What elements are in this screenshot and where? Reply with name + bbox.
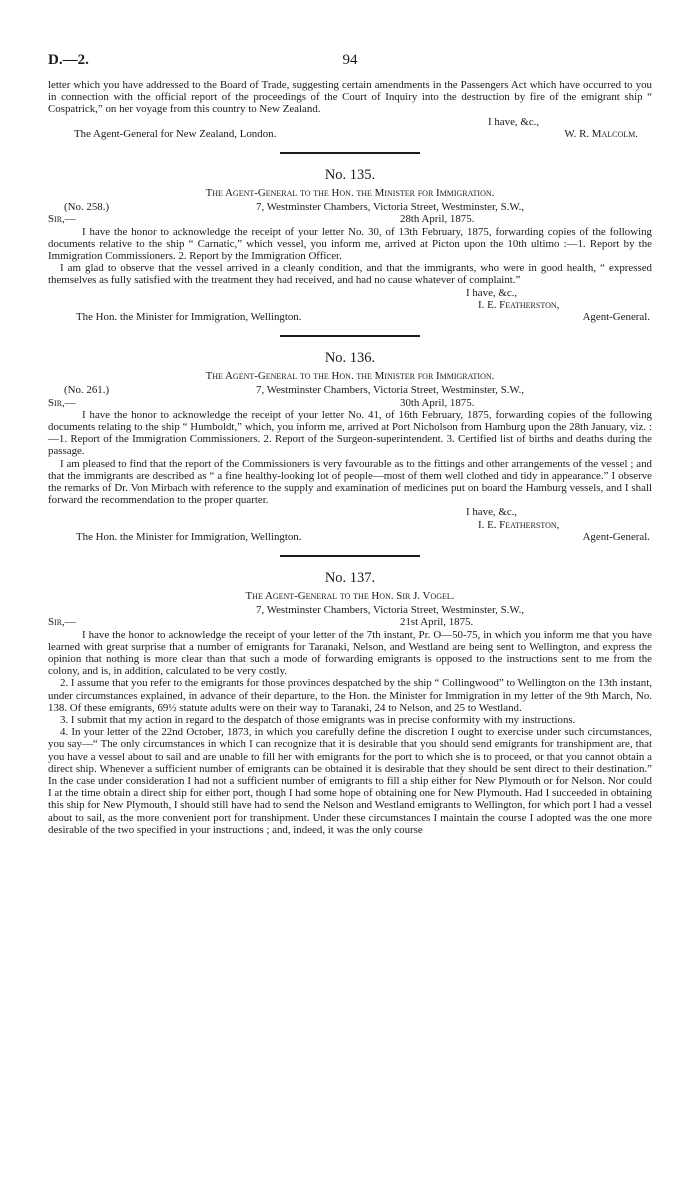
letter-salutation: Sir,— [48, 213, 76, 226]
letter-paragraph: 2. I assume that you refer to the emigrants for those provinces despatched by the ship “ Collingwood” to Wellington on the 13th instant, under circumstances explained, in advance of their departure, to the Hon. the Minister for Immigration in my letter of the 9th March, No. 138. Of these emigrants, 69½ statute adults were on their way to Taranaki, 24 to Nelson, and 25 to Westland. [48, 677, 652, 714]
letter-role: Agent-General. [582, 311, 650, 324]
intro-signature-row [48, 128, 652, 140]
letter-closing: I have, &c., [466, 286, 518, 299]
letter-from-to: The Agent-General to the Hon. the Minister for Immigration. [205, 187, 495, 200]
section-divider [280, 335, 420, 337]
letter-signature: I. E. Featherston, [478, 298, 560, 311]
letter-paragraph: I have the honor to acknowledge the receipt of your letter No. 30, of 13th February, 1875, forwarding copies of the following documents relative to the ship “ Carnatic,” which vessel, you inform me, arrived at Picton upon the 10th ultimo :—1. Report by the Immigration Commissioners. 2. Report by the Immigration Officer. [48, 225, 652, 262]
letter-ref: (No. 258.) [64, 201, 110, 214]
letter-135 [48, 167, 652, 323]
letter-paragraph: I have the honor to acknowledge the receipt of your letter No. 41, of 16th February, 1875, forwarding copies of the following documents relating to the ship “ Humboldt,” which, you inform me, arrived at Port Nicholson from Hamburg upon the 28th January, viz. :—1. Report of the Immigration Commissioners. 2. Report of the Surgeon-superintendent. 3. Certified list of births and deaths during the passage. [48, 408, 652, 458]
letter-address: 7, Westminster Chambers, Victoria Street, Westminster, S.W., [256, 604, 525, 617]
letter-136 [48, 350, 652, 543]
letter-paragraph: 3. I submit that my action in regard to the despatch of those emigrants was in precise conformity with my instructions. [60, 714, 576, 727]
section-divider [280, 152, 420, 154]
letter-date: 28th April, 1875. [400, 213, 475, 226]
letter-salutation: Sir,— [48, 396, 76, 409]
page-header [48, 52, 652, 72]
intro-closing: I have, &c., [488, 115, 540, 128]
letter-paragraph: I have the honor to acknowledge the receipt of your letter of the 7th instant, Pr. O—50-75, in which you inform me that you have learned with great surprise that a number of emigrants for Taranaki, Nelson, and Westland are being sent to Wellington, and express the opinion that nothing is more clear than that such a mode of forwarding emigrants is opposed to the instructions sent to me from the colony, and is, in addition, calculated to be very costly. [48, 628, 652, 678]
intro-addressee: The Agent-General for New Zealand, London. [74, 127, 277, 140]
letter-role: Agent-General. [582, 530, 650, 543]
letter-title: No. 137. [324, 570, 376, 587]
intro-signature: W. R. Malcolm. [564, 127, 638, 140]
letter-address: 7, Westminster Chambers, Victoria Street, Westminster, S.W., [256, 201, 525, 214]
letter-ref: (No. 261.) [64, 384, 110, 397]
letter-title: No. 135. [324, 167, 376, 184]
letter-signature: I. E. Featherston, [478, 518, 560, 531]
letter-from-to: The Agent-General to the Hon. Sir J. Vogel. [245, 590, 455, 603]
letter-137 [48, 570, 652, 836]
letter-title: No. 136. [324, 350, 376, 367]
letter-paragraph: 4. In your letter of the 22nd October, 1873, in which you carefully define the discretion I ought to exercise under such circumstances, you say—“ The only circumstances in which I can recognize that it is desirable that you should send emigrants for transhipment are, that you have a vessel about to sail and are unable to fill her with emigrants for the port to which she is to proceed, or that you cannot obtain a direct ship. Whenever a sufficient number of emigrants can be obtained it is desirable that they should be sent direct to their destination.” In the case under consideration I had not a sufficient number of emigrants to fill a ship either for New Plymouth or for Nelson. Nor could I at the time obtain a direct ship for either port, though I had some hope of obtaining one for New Plymouth. Had I succeeded in obtaining this ship for New Plymouth, I should still have had to send the Nelson and Westland emigrants to Wellington, for which port I had a vessel about to sail, as the more convenient port for transhipment. Under these circumstances I maintain the course I adopted was the one more desirable of the two specified in your instructions ; and, indeed, it was the only course [48, 726, 652, 836]
letter-address: 7, Westminster Chambers, Victoria Street, Westminster, S.W., [256, 384, 525, 397]
letter-date: 21st April, 1875. [400, 616, 474, 629]
letter-paragraph: I am pleased to find that the report of the Commissioners is very favourable as to the fittings and other arrangements of the vessel ; and that the immigrants are described as “ a fine healthy-looking lot of people—most of them well clothed and tidy in appearance.” I observe the remarks of Dr. Von Mirbach with reference to the supply and examination of medicines put on board the Hamburg vessels, and I shall forward the recommendation to the proper quarter. [48, 457, 652, 507]
letter-salutation: Sir,— [48, 616, 76, 629]
letter-addressee: The Hon. the Minister for Immigration, Wellington. [76, 311, 302, 324]
intro-letter-end [48, 79, 652, 140]
intro-paragraph: letter which you have addressed to the Board of Trade, suggesting certain amendments in the Passengers Act which have occurred to you in connection with the official report of the proceedings of the Court of Inquiry into the destruction by fire of the emigrant ship “ Cospatrick,” on her voyage from this country to New Zealand. [48, 79, 652, 116]
letter-from-to: The Agent-General to the Hon. the Minister for Immigration. [205, 370, 495, 383]
document-body [48, 79, 652, 836]
letter-closing: I have, &c., [466, 506, 518, 519]
page-number: 94 [342, 52, 358, 68]
letter-addressee: The Hon. the Minister for Immigration, Wellington. [76, 530, 302, 543]
page-reference: D.—2. [48, 52, 89, 68]
section-divider [280, 555, 420, 557]
letter-date: 30th April, 1875. [400, 396, 475, 409]
letter-paragraph: I am glad to observe that the vessel arrived in a cleanly condition, and that the immigrants, who were in good health, “ expressed themselves as fully satisfied with the treatment they had received, and had no cause whatever of complaint.” [48, 262, 652, 287]
